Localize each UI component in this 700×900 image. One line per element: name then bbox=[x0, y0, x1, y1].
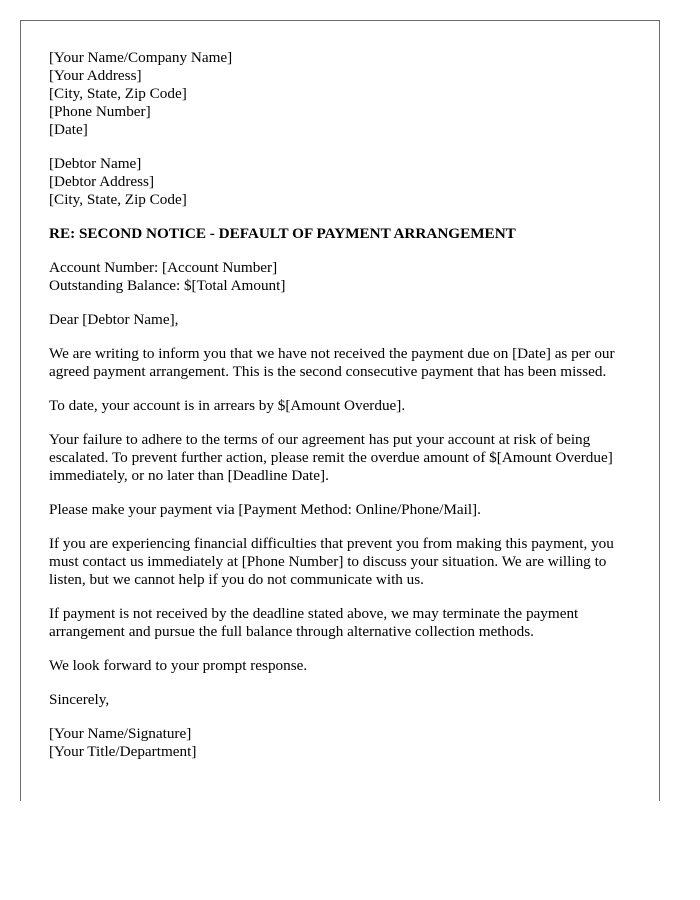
sender-block bbox=[49, 49, 631, 139]
paragraph-remit-overdue: Your failure to adhere to the terms of our agreement has put your account at risk of being escalated. To prevent further action, please remit the overdue amount of $[Amount Overdue] immediately, or no later than [Deadline Date]. bbox=[49, 431, 613, 484]
paragraph-missed-payment: We are writing to inform you that we have not received the payment due on [Date] as per our agreed payment arrangement. This is the second consecutive payment that has been missed. bbox=[49, 345, 615, 380]
paragraph-prompt-response: We look forward to your prompt response. bbox=[49, 657, 308, 674]
paragraph-payment-method: Please make your payment via [Payment Method: Online/Phone/Mail]. bbox=[49, 501, 481, 518]
recipient-address: [Debtor Address] bbox=[49, 173, 155, 190]
sender-phone: [Phone Number] bbox=[49, 103, 151, 120]
sender-name: [Your Name/Company Name] bbox=[49, 49, 233, 66]
signature-block bbox=[49, 725, 631, 761]
letter-content bbox=[49, 49, 631, 777]
signature-name: [Your Name/Signature] bbox=[49, 725, 192, 742]
closing: Sincerely, bbox=[49, 691, 110, 708]
recipient-name: [Debtor Name] bbox=[49, 155, 142, 172]
sender-city-state-zip: [City, State, Zip Code] bbox=[49, 85, 187, 102]
outstanding-balance: Outstanding Balance: $[Total Amount] bbox=[49, 277, 286, 294]
letter-page bbox=[20, 20, 660, 801]
recipient-block bbox=[49, 155, 631, 209]
account-block bbox=[49, 259, 631, 295]
letter-date: [Date] bbox=[49, 121, 88, 138]
paragraph-termination-warning: If payment is not received by the deadline stated above, we may terminate the payment arrangement and pursue the full balance through alternative collection methods. bbox=[49, 605, 579, 640]
paragraph-financial-difficulties: If you are experiencing financial difficulties that prevent you from making this payment, you must contact us immediately at [Phone Number] to discuss your situation. We are willing to listen, but we cannot help if you do not communicate with us. bbox=[49, 535, 614, 588]
subject-line: RE: SECOND NOTICE - DEFAULT OF PAYMENT ARRANGEMENT bbox=[49, 225, 516, 242]
recipient-city-state-zip: [City, State, Zip Code] bbox=[49, 191, 187, 208]
sender-address: [Your Address] bbox=[49, 67, 142, 84]
paragraph-arrears: To date, your account is in arrears by $[Amount Overdue]. bbox=[49, 397, 406, 414]
signature-title: [Your Title/Department] bbox=[49, 743, 197, 760]
salutation: Dear [Debtor Name], bbox=[49, 311, 179, 328]
account-number: Account Number: [Account Number] bbox=[49, 259, 278, 276]
